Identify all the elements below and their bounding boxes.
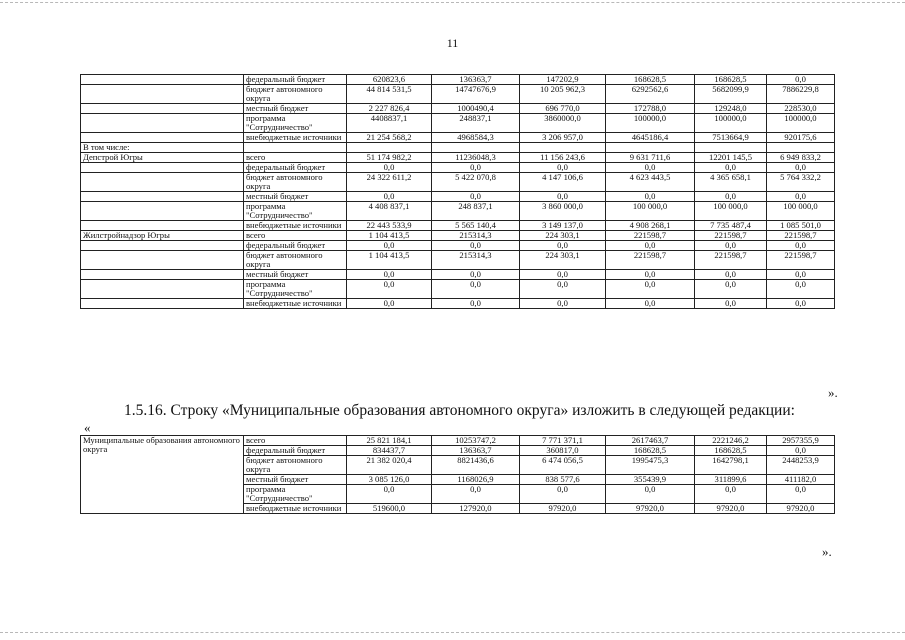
value-cell: 0,0 <box>347 270 432 280</box>
funding-source-label: бюджет автономного округа <box>244 85 347 104</box>
value-cell: 0,0 <box>520 192 606 202</box>
scan-edge-bottom <box>0 632 905 634</box>
value-cell: 14747676,9 <box>432 85 520 104</box>
value-cell: 0,0 <box>347 192 432 202</box>
value-cell: 0,0 <box>695 299 767 309</box>
value-cell: 0,0 <box>767 75 835 85</box>
value-cell: 21 382 020,4 <box>347 456 432 475</box>
value-cell: 834437,7 <box>347 446 432 456</box>
value-cell: 1642798,1 <box>695 456 767 475</box>
value-cell: 6292562,6 <box>606 85 695 104</box>
value-cell: 2 227 826,4 <box>347 104 432 114</box>
value-cell: 97920,0 <box>767 504 835 514</box>
value-cell: 0,0 <box>520 241 606 251</box>
value-cell: 7513664,9 <box>695 133 767 143</box>
org-cell <box>81 241 244 251</box>
value-cell: 100 000,0 <box>606 202 695 221</box>
value-cell: 1995475,3 <box>606 456 695 475</box>
value-cell: 838 577,6 <box>520 475 606 485</box>
funding-source-label: федеральный бюджет <box>244 163 347 173</box>
value-cell: 3 206 957,0 <box>520 133 606 143</box>
value-cell: 0,0 <box>432 163 520 173</box>
value-cell: 168628,5 <box>695 446 767 456</box>
value-cell: 0,0 <box>520 270 606 280</box>
value-cell: 3 860 000,0 <box>520 202 606 221</box>
value-cell: 4968584,3 <box>432 133 520 143</box>
value-cell: 0,0 <box>606 163 695 173</box>
value-cell: 9 631 711,6 <box>606 153 695 163</box>
value-cell: 97920,0 <box>695 504 767 514</box>
org-cell <box>81 163 244 173</box>
value-cell: 224 303,1 <box>520 231 606 241</box>
value-cell: 7 771 371,1 <box>520 436 606 446</box>
value-cell: 168628,5 <box>606 446 695 456</box>
table-row <box>81 299 835 309</box>
value-cell: 8821436,6 <box>432 456 520 475</box>
value-cell: 2957355,9 <box>767 436 835 446</box>
funding-source-label: местный бюджет <box>244 192 347 202</box>
value-cell <box>432 143 520 153</box>
value-cell: 0,0 <box>606 280 695 299</box>
value-cell: 0,0 <box>432 270 520 280</box>
funding-source-label <box>244 143 347 153</box>
value-cell: 4408837,1 <box>347 114 432 133</box>
value-cell: 3 085 126,0 <box>347 475 432 485</box>
value-cell: 5 422 070,8 <box>432 173 520 192</box>
table-row <box>81 173 835 192</box>
table-row <box>81 75 835 85</box>
value-cell: 100000,0 <box>767 114 835 133</box>
value-cell: 0,0 <box>767 163 835 173</box>
funding-source-label: местный бюджет <box>244 104 347 114</box>
value-cell: 7886229,8 <box>767 85 835 104</box>
org-cell <box>81 280 244 299</box>
value-cell: 7 735 487,4 <box>695 221 767 231</box>
value-cell: 2617463,7 <box>606 436 695 446</box>
value-cell: 2448253,9 <box>767 456 835 475</box>
value-cell: 221598,7 <box>695 251 767 270</box>
value-cell: 0,0 <box>695 485 767 504</box>
value-cell: 22 443 533,9 <box>347 221 432 231</box>
value-cell: 0,0 <box>695 163 767 173</box>
funding-source-label: бюджет автономного округа <box>244 251 347 270</box>
value-cell: 0,0 <box>767 280 835 299</box>
table-row <box>81 251 835 270</box>
value-cell: 1 104 413,5 <box>347 251 432 270</box>
value-cell: 147202,9 <box>520 75 606 85</box>
value-cell: 136363,7 <box>432 446 520 456</box>
org-cell <box>81 221 244 231</box>
value-cell: 0,0 <box>695 280 767 299</box>
value-cell: 0,0 <box>347 280 432 299</box>
value-cell: 0,0 <box>767 299 835 309</box>
value-cell: 0,0 <box>347 485 432 504</box>
value-cell: 0,0 <box>695 270 767 280</box>
value-cell: 0,0 <box>767 485 835 504</box>
value-cell: 172788,0 <box>606 104 695 114</box>
org-cell <box>81 192 244 202</box>
funding-source-label: всего <box>244 153 347 163</box>
funding-source-label: всего <box>244 231 347 241</box>
value-cell: 215314,3 <box>432 231 520 241</box>
value-cell: 4645186,4 <box>606 133 695 143</box>
funding-source-label: бюджет автономного округа <box>244 456 347 475</box>
value-cell: 920175,6 <box>767 133 835 143</box>
value-cell: 51 174 982,2 <box>347 153 432 163</box>
value-cell: 228530,0 <box>767 104 835 114</box>
funding-source-label: программа "Сотрудничество" <box>244 114 347 133</box>
funding-source-label: внебюджетные источники <box>244 299 347 309</box>
closing-quote-1: ». <box>828 385 838 400</box>
funding-source-label: программа "Сотрудничество" <box>244 202 347 221</box>
value-cell: 5682099,9 <box>695 85 767 104</box>
value-cell: 519600,0 <box>347 504 432 514</box>
value-cell: 0,0 <box>767 270 835 280</box>
value-cell: 355439,9 <box>606 475 695 485</box>
value-cell: 136363,7 <box>432 75 520 85</box>
value-cell: 224 303,1 <box>520 251 606 270</box>
value-cell: 0,0 <box>695 192 767 202</box>
table-row <box>81 241 835 251</box>
value-cell: 221598,7 <box>606 231 695 241</box>
funding-source-label: программа "Сотрудничество" <box>244 280 347 299</box>
value-cell: 0,0 <box>347 241 432 251</box>
funding-source-label: местный бюджет <box>244 475 347 485</box>
org-cell <box>81 173 244 192</box>
value-cell: 1168026,9 <box>432 475 520 485</box>
org-cell <box>81 202 244 221</box>
municipal-budget-table <box>80 435 835 514</box>
value-cell: 0,0 <box>606 192 695 202</box>
value-cell: 620823,6 <box>347 75 432 85</box>
value-cell: 100000,0 <box>695 114 767 133</box>
table-row <box>81 280 835 299</box>
value-cell: 0,0 <box>432 485 520 504</box>
value-cell: 215314,3 <box>432 251 520 270</box>
funding-source-label: федеральный бюджет <box>244 75 347 85</box>
funding-source-label: всего <box>244 436 347 446</box>
value-cell: 0,0 <box>767 241 835 251</box>
value-cell: 0,0 <box>606 299 695 309</box>
value-cell: 0,0 <box>606 270 695 280</box>
value-cell: 168628,5 <box>606 75 695 85</box>
value-cell: 4 147 106,6 <box>520 173 606 192</box>
value-cell: 24 322 611,2 <box>347 173 432 192</box>
value-cell <box>767 143 835 153</box>
value-cell: 1 104 413,5 <box>347 231 432 241</box>
value-cell: 0,0 <box>347 299 432 309</box>
value-cell: 97920,0 <box>520 504 606 514</box>
value-cell: 0,0 <box>767 192 835 202</box>
scan-edge-top <box>0 2 905 4</box>
value-cell: 221598,7 <box>695 231 767 241</box>
value-cell: 4 623 443,5 <box>606 173 695 192</box>
funding-source-label: федеральный бюджет <box>244 446 347 456</box>
funding-source-label: бюджет автономного округа <box>244 173 347 192</box>
value-cell: 25 821 184,1 <box>347 436 432 446</box>
value-cell: 0,0 <box>432 241 520 251</box>
value-cell: 248 837,1 <box>432 202 520 221</box>
value-cell: 1000490,4 <box>432 104 520 114</box>
table-row <box>81 143 835 153</box>
value-cell: 4 408 837,1 <box>347 202 432 221</box>
funding-source-label: программа "Сотрудничество" <box>244 485 347 504</box>
funding-source-label: федеральный бюджет <box>244 241 347 251</box>
value-cell: 6 949 833,2 <box>767 153 835 163</box>
value-cell: 127920,0 <box>432 504 520 514</box>
org-cell <box>81 270 244 280</box>
funding-source-label: внебюджетные источники <box>244 133 347 143</box>
org-cell <box>81 114 244 133</box>
table-row <box>81 231 835 241</box>
value-cell: 0,0 <box>347 163 432 173</box>
value-cell: 11 156 243,6 <box>520 153 606 163</box>
org-cell <box>81 299 244 309</box>
value-cell: 411182,0 <box>767 475 835 485</box>
value-cell: 0,0 <box>695 241 767 251</box>
table-row <box>81 192 835 202</box>
page-number: 11 <box>446 36 459 50</box>
value-cell: 0,0 <box>520 299 606 309</box>
value-cell <box>520 143 606 153</box>
funding-source-label: местный бюджет <box>244 270 347 280</box>
org-cell <box>81 75 244 85</box>
value-cell: 1 085 501,0 <box>767 221 835 231</box>
table-row <box>81 221 835 231</box>
value-cell: 248837,1 <box>432 114 520 133</box>
funding-source-label: внебюджетные источники <box>244 221 347 231</box>
table-row <box>81 202 835 221</box>
value-cell: 0,0 <box>432 280 520 299</box>
value-cell: 11236048,3 <box>432 153 520 163</box>
value-cell: 100 000,0 <box>695 202 767 221</box>
value-cell <box>347 143 432 153</box>
opening-quote: « <box>84 420 91 435</box>
value-cell: 10253747,2 <box>432 436 520 446</box>
value-cell: 6 474 056,5 <box>520 456 606 475</box>
value-cell <box>606 143 695 153</box>
org-cell <box>81 251 244 270</box>
value-cell: 129248,0 <box>695 104 767 114</box>
value-cell: 5 764 332,2 <box>767 173 835 192</box>
org-cell <box>81 104 244 114</box>
table-row <box>81 153 835 163</box>
value-cell: 97920,0 <box>606 504 695 514</box>
budget-table-continued <box>80 74 835 309</box>
value-cell: 360817,0 <box>520 446 606 456</box>
table-row <box>81 85 835 104</box>
value-cell: 221598,7 <box>767 251 835 270</box>
value-cell: 0,0 <box>767 446 835 456</box>
table-row <box>81 163 835 173</box>
value-cell: 0,0 <box>432 192 520 202</box>
funding-source-label: внебюджетные источники <box>244 504 347 514</box>
value-cell: 168628,5 <box>695 75 767 85</box>
value-cell: 0,0 <box>432 299 520 309</box>
value-cell: 21 254 568,2 <box>347 133 432 143</box>
amendment-heading: 1.5.16. Строку «Муниципальные образования автономного округа» изложить в следующей редакции: <box>124 402 795 419</box>
table-row <box>81 114 835 133</box>
org-cell: Депстрой Югры <box>81 153 244 163</box>
value-cell: 3860000,0 <box>520 114 606 133</box>
closing-quote-2: ». <box>822 544 832 559</box>
value-cell: 3 149 137,0 <box>520 221 606 231</box>
value-cell: 311899,6 <box>695 475 767 485</box>
value-cell: 2221246,2 <box>695 436 767 446</box>
table-row <box>81 436 835 446</box>
value-cell: 5 565 140,4 <box>432 221 520 231</box>
value-cell: 221598,7 <box>767 231 835 241</box>
value-cell: 0,0 <box>520 280 606 299</box>
table-row <box>81 104 835 114</box>
value-cell: 696 770,0 <box>520 104 606 114</box>
value-cell: 10 205 962,3 <box>520 85 606 104</box>
value-cell <box>695 143 767 153</box>
value-cell: 44 814 531,5 <box>347 85 432 104</box>
table-row <box>81 133 835 143</box>
value-cell: 12201 145,5 <box>695 153 767 163</box>
table-row <box>81 270 835 280</box>
value-cell: 4 908 268,1 <box>606 221 695 231</box>
value-cell: 4 365 658,1 <box>695 173 767 192</box>
org-cell: В том числе: <box>81 143 244 153</box>
org-cell <box>81 85 244 104</box>
value-cell: 221598,7 <box>606 251 695 270</box>
org-cell: Жилстройнадзор Югры <box>81 231 244 241</box>
value-cell: 0,0 <box>520 485 606 504</box>
org-cell <box>81 133 244 143</box>
value-cell: 0,0 <box>520 163 606 173</box>
value-cell: 0,0 <box>606 241 695 251</box>
value-cell: 100 000,0 <box>767 202 835 221</box>
org-cell: Муниципальные образования автономного округа <box>81 436 244 514</box>
value-cell: 0,0 <box>606 485 695 504</box>
value-cell: 100000,0 <box>606 114 695 133</box>
